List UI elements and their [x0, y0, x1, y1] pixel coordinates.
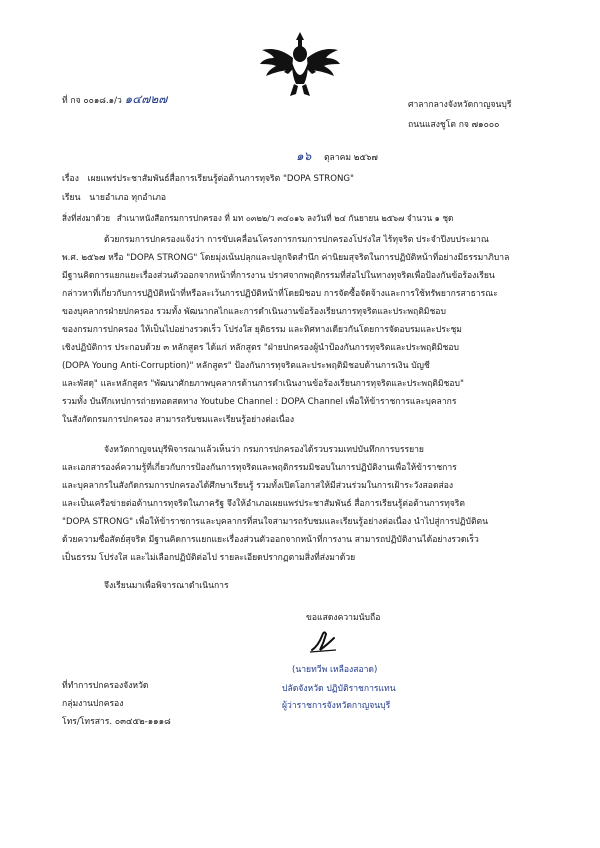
paragraph-1-line: ของบุคลากรฝ่ายปกครอง รวมทั้ง พัฒนากลไกและการดำเนินงานข้อร้องเรียนการทุจริตและประพฤติมิชอบ — [62, 307, 446, 317]
paragraph-2-line: และเอกสารองค์ความรู้ที่เกี่ยวกับการป้องกันการทุจริตและพฤติกรรมมิชอบในการปฏิบัติงานเพื่อให้ข้าราชการ — [62, 463, 457, 473]
signatory-name: (นายทวีพ เหลืองสอาด) — [292, 665, 378, 675]
recipient-line — [62, 192, 166, 204]
paragraph-2-line: ด้วยความซื่อสัตย์สุจริต มีฐานคิดการแยกแยะเรื่องส่วนตัวออกจากหน้าที่การงาน สามารถปฏิบัติงานได้อย่างรวดเร็ว — [62, 535, 479, 545]
paragraph-1-line: เชิงปฏิบัติการ ประกอบด้วย ๓ หลักสูตร ได้แก่ หลักสูตร "ฝ่ายปกครองผู้นำป้องกันการทุจริตและประพฤติมิชอบ — [62, 343, 459, 353]
subject-line — [62, 173, 354, 185]
signatory-title-1: ปลัดจังหวัด ปฏิบัติราชการแทน — [282, 684, 396, 694]
attachment-line — [62, 212, 453, 224]
paragraph-1-line: และพัสดุ" และหลักสูตร "พัฒนาศักยภาพบุคลากรด้านการดำเนินงานข้อร้องเรียนการทุจริตและประพฤติมิชอบ" — [62, 379, 464, 389]
attachment-label: สิ่งที่ส่งมาด้วย — [62, 213, 111, 223]
recipient-label: เรียน — [62, 193, 81, 203]
paragraph-2-line: "DOPA STRONG" เพื่อให้ข้าราชการและบุคลากรที่สนใจสามารถรับชมและเรียนรู้อย่างต่อเนื่อง นำไปสู่การปฏิบัติตน — [62, 517, 488, 527]
closing-salutation: ขอแสดงความนับถือ — [306, 613, 381, 623]
office-address: ถนนแสงชูโต กจ ๗๑๐๐๐ — [408, 120, 500, 130]
footer-office: ที่ทำการปกครองจังหวัด — [62, 681, 149, 691]
doc-number-prefix: ที่ กจ ๐๐๑๘.๑/ว — [62, 96, 122, 106]
footer-phone: โทร/โทรสาร. ๐๓๔๕๒-๑๑๑๘ — [62, 717, 171, 727]
paragraph-1-line: ของกรมการปกครอง ให้เป็นไปอย่างรวดเร็ว โปร่งใส ยุติธรรม และทิศทางเดียวกันโดยการจัดอบรมและประชุม — [62, 325, 462, 335]
paragraph-1-line: ในสังกัดกรมการปกครอง สามารถรับชมและเรียนรู้อย่างต่อเนื่อง — [62, 415, 295, 425]
signatory-title-2: ผู้ว่าราชการจังหวัดกาญจนบุรี — [282, 701, 391, 711]
paragraph-2-line: และบุคลากรในสังกัดกรมการปกครองได้ศึกษาเรียนรู้ รวมทั้งเปิดโอกาสให้มีส่วนร่วมในการเฝ้าระวังสอดส่อง — [62, 481, 454, 491]
document-date — [296, 150, 378, 164]
date-month-year: ตุลาคม ๒๕๖๗ — [323, 153, 378, 163]
paragraph-1-line: รวมทั้ง บันทึกเทปการถ่ายทอดสดทาง Youtube Channel : DOPA Channel เพื่อให้ข้าราชการและบุคลากร — [62, 397, 457, 407]
paragraph-2-line: และเป็นเครือข่ายต่อต้านการทุจริตในภาครัฐ จึงให้อำเภอเผยแพร่ประชาสัมพันธ์ สื่อการเรียนรู้ต่อต้านการทุจริต — [62, 499, 465, 509]
footer-section: กลุ่มงานปกครอง — [62, 699, 124, 709]
doc-number-handwritten: ๑๔๗๒๗ — [124, 92, 168, 106]
recipient-text: นายอำเภอ ทุกอำเภอ — [89, 193, 167, 203]
subject-label: เรื่อง — [62, 174, 79, 184]
office-name: ศาลากลางจังหวัดกาญจนบุรี — [408, 100, 512, 110]
closing-request: จึงเรียนมาเพื่อพิจารณาดำเนินการ — [104, 581, 229, 591]
paragraph-1-line: มีฐานคิดการแยกแยะเรื่องส่วนตัวออกจากหน้าที่การงาน ปราศจากพฤติกรรมที่ส่อไปในทางทุจริตเพื่อป้องกันข้อร้องเรียน — [62, 271, 495, 281]
subject-text: เผยแพร่ประชาสัมพันธ์สื่อการเรียนรู้ต่อต้านการทุจริต "DOPA STRONG" — [87, 174, 355, 184]
paragraph-1-line: (DOPA Young Anti-Corruption)" หลักสูตร" ป้องกันการทุจริตและประพฤติมิชอบด้านการเงิน บัญชี — [62, 361, 430, 371]
paragraph-1-line: กล่าวหาที่เกี่ยวกับการปฏิบัติหน้าที่หรือละเว้นการปฏิบัติหน้าที่โดยมิชอบ การจัดซื้อจัดจ้างและการใช้ทรัพยากรสาธารณะ — [62, 289, 498, 299]
paragraph-2-line: จังหวัดกาญจนบุรีพิจารณาแล้วเห็นว่า กรมการปกครองได้รวบรวมเทปบันทึกการบรรยาย — [104, 445, 424, 455]
paragraph-2-line: เป็นธรรม โปร่งใส และไม่เลือกปฏิบัติต่อไป รายละเอียดปรากฏตามสิ่งที่ส่งมาด้วย — [62, 553, 356, 563]
attachment-text: สำเนาหนังสือกรมการปกครอง ที่ มท ๐๓๒๒/ว ๓๔๐๑๖ ลงวันที่ ๒๔ กันยายน ๒๕๖๗ จำนวน ๑ ชุด — [116, 213, 454, 223]
paragraph-1-line: ด้วยกรมการปกครองแจ้งว่า การขับเคลื่อนโครงการกรมการปกครองโปร่งใส ไร้ทุจริต ประจำปีงบประมาณ — [104, 235, 489, 245]
doc-number — [62, 93, 167, 107]
paragraph-1-line: พ.ศ. ๒๕๖๗ หรือ "DOPA STRONG" โดยมุ่งเน้นปลุกและปลูกจิตสำนึก ค่านิยมสุจริตในการปฏิบัติหน้าที่อย่างมีธรรมาภิบาล — [62, 253, 510, 263]
date-day-handwritten: ๑๖ — [296, 149, 312, 163]
garuda-emblem-icon — [258, 28, 342, 102]
handwritten-signature-icon — [308, 628, 340, 654]
